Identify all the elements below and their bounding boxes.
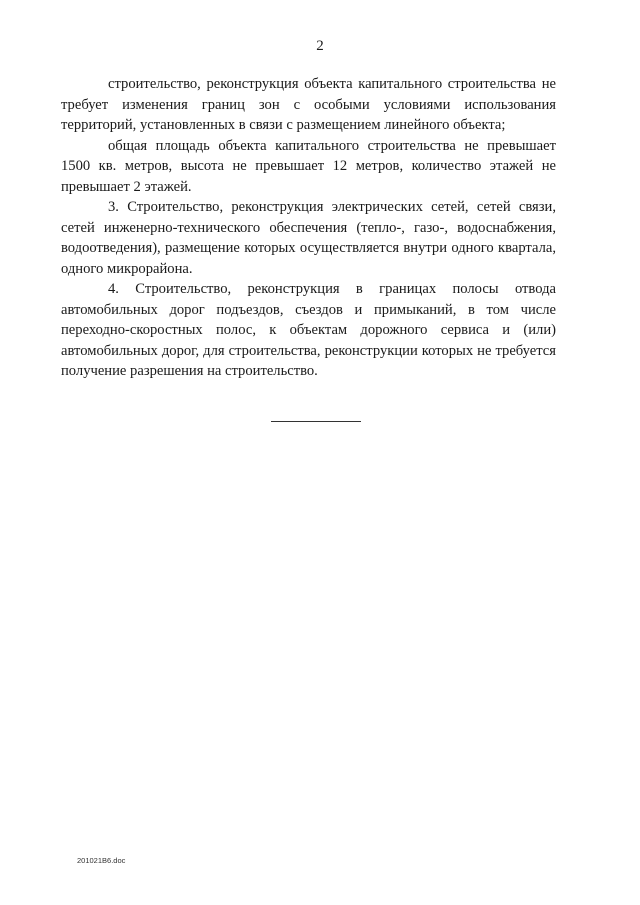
end-divider-line bbox=[271, 421, 361, 422]
paragraph-item-3-networks: 3. Строительство, реконструкция электрических сетей, сетей связи, сетей инженерно-технического обеспечения (тепло-, газо-, водоснабжения, водоотведения), размещение которых осуществляется внутри одного квартала, одного микрорайона. bbox=[61, 199, 556, 277]
file-name-footer: 201021В6.doc bbox=[77, 856, 126, 865]
paragraph-item-4-roads: 4. Строительство, реконструкция в границах полосы отвода автомобильных дорог подъездов, съездов и примыканий, в том числе переходно-скоростных полос, к объектам дорожного сервиса и (или) автомобильных дорог, для строительства, реконструкции которых не требуется получение разрешения на строительство. bbox=[61, 281, 556, 379]
paragraph-area-height-limits: общая площадь объекта капитального строительства не превышает 1500 кв. метров, высота не превышает 12 метров, количество этажей не превышает 2 этажей. bbox=[61, 137, 556, 195]
paragraph-construction-no-zone-change: строительство, реконструкция объекта капитального строительства не требует изменения границ зон с особыми условиями использования территорий, установленных в связи с размещением линейного объекта; bbox=[61, 76, 556, 133]
page-number: 2 bbox=[316, 38, 324, 54]
document-body bbox=[61, 74, 556, 382]
